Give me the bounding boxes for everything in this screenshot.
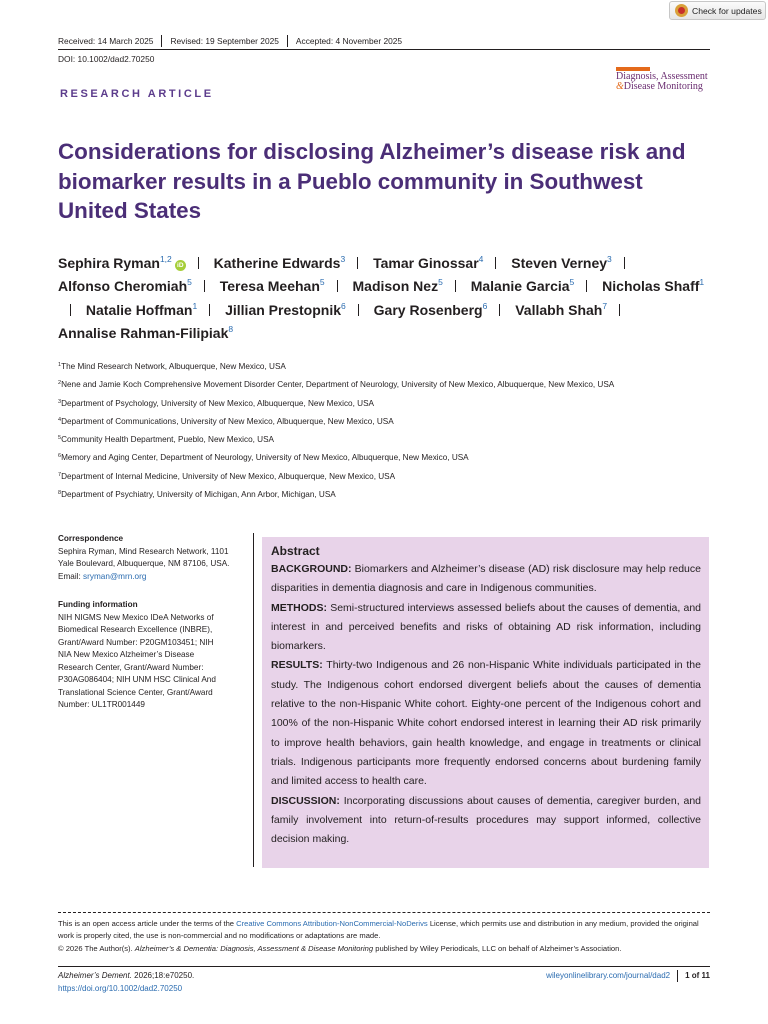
author-separator	[209, 304, 210, 316]
abstract-section-text: Thirty-two Indigenous and 26 non-Hispanic White individuals participated in the study. The Indigenous cohort endorsed divergent beliefs about the causes of dementia relative to the non-Hispanic White cohort. Eighty-one percent of the Indigenous cohort and 100% of the non-Hispanic White cohort endorsed interest in learning their AD risk primarily to improve health behaviors, gain health knowledge, and engage in treatments or clinical trials. Indigenous participants more frequently endorsed concerns about burdening family and limited access to health care.	[271, 659, 701, 788]
affiliation-number: 4	[58, 416, 62, 423]
author-name-text: Vallabh Shah	[515, 301, 603, 318]
author-affiliation-ref[interactable]: 3	[340, 254, 346, 264]
affiliation-item	[58, 435, 718, 453]
author-affiliation-ref[interactable]: 6	[482, 300, 488, 311]
affiliation-number: 1	[58, 362, 62, 368]
author-name[interactable]	[225, 302, 346, 318]
abstract-section	[271, 656, 701, 791]
abstract-section-label: METHODS:	[271, 601, 327, 614]
journal-logo-amp: &	[616, 81, 624, 92]
author-name[interactable]	[58, 325, 233, 341]
funding-heading: Funding information	[58, 600, 138, 609]
affiliation-text: Memory and Aging Center, Department of Neurology, University of New Mexico, Albuquerque, New Mexico, USA	[61, 453, 469, 463]
author-affiliation-ref[interactable]: 4	[478, 254, 484, 264]
funding-line: NIA New Mexico Alzheimer’s Disease	[58, 650, 195, 659]
affiliation-item	[58, 490, 718, 508]
license-divider	[58, 912, 710, 913]
author-name-text: Alfonso Cheromiah	[58, 278, 188, 295]
author-name-text: Tamar Ginossar	[373, 255, 479, 271]
author-name[interactable]	[353, 278, 443, 294]
author-name-text: Nicholas Shaff	[602, 278, 700, 295]
author-affiliation-ref[interactable]: 5	[569, 277, 575, 288]
correspondence-heading: Correspondence	[58, 534, 124, 543]
author-affiliation-ref[interactable]: 5	[187, 277, 192, 288]
author-name[interactable]	[220, 278, 325, 294]
author-name-text: Madison Nez	[352, 278, 439, 295]
email-link[interactable]: sryman@mrn.org	[83, 571, 147, 581]
author-affiliation-ref[interactable]: 6	[341, 300, 346, 311]
page-number: 1 of 11	[685, 971, 710, 980]
funding-line: Number: UL1TR001449	[58, 700, 145, 709]
article-type: RESEARCH ARTICLE	[60, 88, 214, 100]
affiliation-number: 8	[58, 490, 62, 497]
affiliation-item	[58, 362, 718, 380]
affiliation-item	[58, 399, 718, 417]
author-affiliation-ref[interactable]: 1	[699, 277, 705, 288]
affiliation-text: The Mind Research Network, Albuquerque, New Mexico, USA	[61, 362, 286, 371]
affiliation-item	[58, 380, 718, 398]
journal-logo-line2-text: Disease Monitoring	[623, 81, 703, 92]
abstract-section-label: BACKGROUND:	[271, 563, 352, 575]
abstract-section	[271, 599, 701, 657]
author-name-text: Katherine Edwards	[213, 255, 341, 271]
journal-logo-line2	[616, 82, 710, 92]
funding-line: Translational Science Center, Grant/Award	[58, 687, 213, 697]
abstract-section-text: Incorporating discussions about causes of dementia, caregiver burden, and family involvement into return-of-results procedures may support informed, collective decision making.	[271, 794, 701, 846]
author-separator	[198, 257, 199, 269]
author-name[interactable]	[602, 278, 704, 294]
author-name-text: Jillian Prestopnik	[225, 301, 342, 318]
funding-line: NIH NIGMS New Mexico IDeA Networks of	[58, 612, 214, 622]
article-info-column	[58, 533, 253, 712]
citation-journal: Alzheimer’s Dement.	[58, 971, 132, 980]
abstract-section	[271, 560, 701, 599]
journal-site-link[interactable]: wileyonlinelibrary.com/journal/dad2	[546, 971, 671, 980]
author-affiliation-ref[interactable]: 1	[192, 300, 198, 311]
affiliation-item	[58, 453, 718, 471]
author-separator	[495, 257, 496, 269]
column-divider	[253, 533, 254, 867]
correspondence-email-row	[58, 571, 253, 584]
divider	[161, 35, 162, 47]
crossmark-icon	[675, 4, 688, 17]
author-name-text: Steven Verney	[511, 255, 608, 271]
doi-link[interactable]: https://doi.org/10.1002/dad2.70250	[58, 983, 183, 993]
affiliation-text: Department of Internal Medicine, University of New Mexico, Albuquerque, New Mexico, USA	[61, 471, 396, 481]
abstract-heading: Abstract	[271, 544, 320, 558]
author-affiliation-ref[interactable]: 5	[319, 277, 325, 288]
divider	[677, 970, 678, 982]
orcid-icon[interactable]: iD	[175, 260, 186, 271]
funding-line: Grant/Award Number: P20GM103451; NIH	[58, 637, 214, 647]
affiliation-item	[58, 417, 718, 435]
correspondence-line: Yale Boulevard, Albuquerque, NM 87106, USA.	[58, 559, 230, 568]
funding-line: Research Center, Grant/Award Number:	[58, 662, 204, 672]
citation-rest: 2026;18:e70250.	[131, 971, 195, 980]
author-separator	[624, 257, 625, 269]
email-label: Email:	[58, 571, 84, 581]
check-for-updates-label: Check for updates	[692, 5, 762, 16]
author-affiliation-ref[interactable]: 5	[438, 277, 443, 288]
affiliation-number: 5	[58, 435, 62, 442]
author-separator	[357, 257, 358, 269]
license-text	[58, 918, 712, 943]
citation-line	[58, 970, 194, 983]
author-name[interactable]	[515, 302, 607, 318]
license-post: License, which permits use and distribution in any medium, provided the original work is properly cited, the use is non-commercial and no modifications or adaptations are made.	[58, 919, 699, 941]
footer-rule	[58, 966, 710, 967]
author-name-text: Malanie Garcia	[470, 278, 570, 295]
affiliations-list	[58, 362, 718, 508]
journal-logo[interactable]	[616, 67, 710, 92]
author-separator	[358, 304, 359, 316]
author-name-text: Sephira Ryman	[58, 255, 160, 271]
affiliation-text: Nene and Jamie Koch Comprehensive Movement Disorder Center, Department of Neurology, University of New Mexico, Albuquerque, New Mexico, USA	[61, 380, 615, 390]
affiliation-text: Community Health Department, Pueblo, New Mexico, USA	[61, 435, 275, 445]
funding-line: Biomedical Research Excellence (INBRE),	[58, 625, 213, 634]
abstract-section-text: Biomarkers and Alzheimer’s disease (AD) risk disclosure may help reduce disparities in dementia diagnosis and care in Indigenous communities.	[271, 563, 701, 595]
correspondence-line: Sephira Ryman, Mind Research Network, 1101	[58, 546, 229, 556]
affiliation-number: 7	[58, 471, 62, 478]
author-name[interactable]	[86, 302, 197, 318]
citation-footer	[58, 970, 194, 995]
license-notice	[58, 918, 712, 955]
article-doi: DOI: 10.1002/dad2.70250	[58, 54, 155, 64]
author-separator	[204, 280, 205, 292]
affiliation-text: Department of Psychology, University of New Mexico, Albuquerque, New Mexico, USA	[61, 398, 374, 408]
received-date: Received: 14 March 2025	[58, 36, 154, 46]
copyright-post: published by Wiley Periodicals, LLC on behalf of Alzheimer’s Association.	[373, 943, 622, 953]
funding-line: P30AG086404; NIH UNM HSC Clinical And	[58, 675, 216, 684]
author-separator	[70, 304, 71, 316]
license-pre: This is an open access article under the terms of the	[58, 919, 237, 928]
article-dates	[58, 35, 402, 47]
affiliation-item	[58, 472, 718, 490]
accepted-date: Accepted: 4 November 2025	[295, 36, 403, 46]
author-affiliation-ref[interactable]: 1,2	[159, 254, 172, 264]
header-rule	[58, 49, 710, 50]
abstract-section-label: RESULTS:	[271, 659, 323, 672]
article-title: Considerations for disclosing Alzheimer’s disease risk and biomarker results in a Pueblo community in Southwest United States	[58, 139, 686, 223]
revised-date: Revised: 19 September 2025	[170, 36, 279, 46]
author-separator	[619, 304, 620, 316]
author-separator	[455, 280, 456, 292]
author-name[interactable]	[58, 255, 186, 271]
author-affiliation-ref[interactable]: 7	[602, 300, 608, 311]
author-separator	[586, 280, 587, 292]
author-name-text: Gary Rosenberg	[373, 301, 483, 318]
cc-license-link[interactable]: Creative Commons Attribution-NonCommercial-NoDerivs	[236, 919, 428, 928]
author-name-text: Teresa Meehan	[219, 278, 320, 295]
abstract-body	[271, 560, 701, 849]
funding-text	[58, 612, 253, 712]
divider	[287, 35, 288, 47]
author-separator	[499, 304, 500, 316]
abstract-section-text: Semi-structured interviews assessed beliefs about the causes of dementia, and interest in and perceived benefits and risks of obtaining AD risk information, including biomarkers.	[271, 601, 701, 653]
abstract-section-label: DISCUSSION:	[271, 794, 340, 807]
author-name-text: Natalie Hoffman	[85, 301, 193, 318]
author-name[interactable]	[471, 278, 575, 294]
author-name[interactable]	[373, 255, 483, 271]
journal-logo-line1: Diagnosis, Assessment	[616, 71, 708, 82]
copyright-journal: Alzheimer’s & Dementia: Diagnosis, Assessment & Disease Monitoring	[134, 943, 374, 953]
affiliation-number: 3	[58, 398, 62, 405]
author-list	[58, 252, 718, 346]
author-affiliation-ref[interactable]: 8	[228, 324, 234, 335]
footer-right	[546, 970, 710, 983]
affiliation-text: Department of Psychiatry, University of Michigan, Ann Arbor, Michigan, USA	[61, 490, 336, 500]
check-for-updates-button[interactable]	[669, 1, 766, 20]
affiliation-number: 6	[58, 453, 62, 460]
author-name[interactable]	[58, 278, 192, 294]
affiliation-number: 2	[58, 380, 62, 387]
copyright-text	[58, 943, 712, 955]
author-name[interactable]	[511, 255, 611, 271]
author-name[interactable]	[374, 302, 488, 318]
author-name-text: Annalise Rahman-Filipiak	[58, 325, 229, 342]
copyright-pre: © 2026 The Author(s).	[58, 943, 135, 953]
author-name[interactable]	[214, 255, 346, 271]
author-affiliation-ref[interactable]: 3	[607, 254, 612, 264]
author-separator	[337, 280, 338, 292]
abstract-box	[262, 537, 709, 868]
abstract-section	[271, 792, 701, 850]
affiliation-text: Department of Communications, University of New Mexico, Albuquerque, New Mexico, USA	[61, 416, 394, 426]
